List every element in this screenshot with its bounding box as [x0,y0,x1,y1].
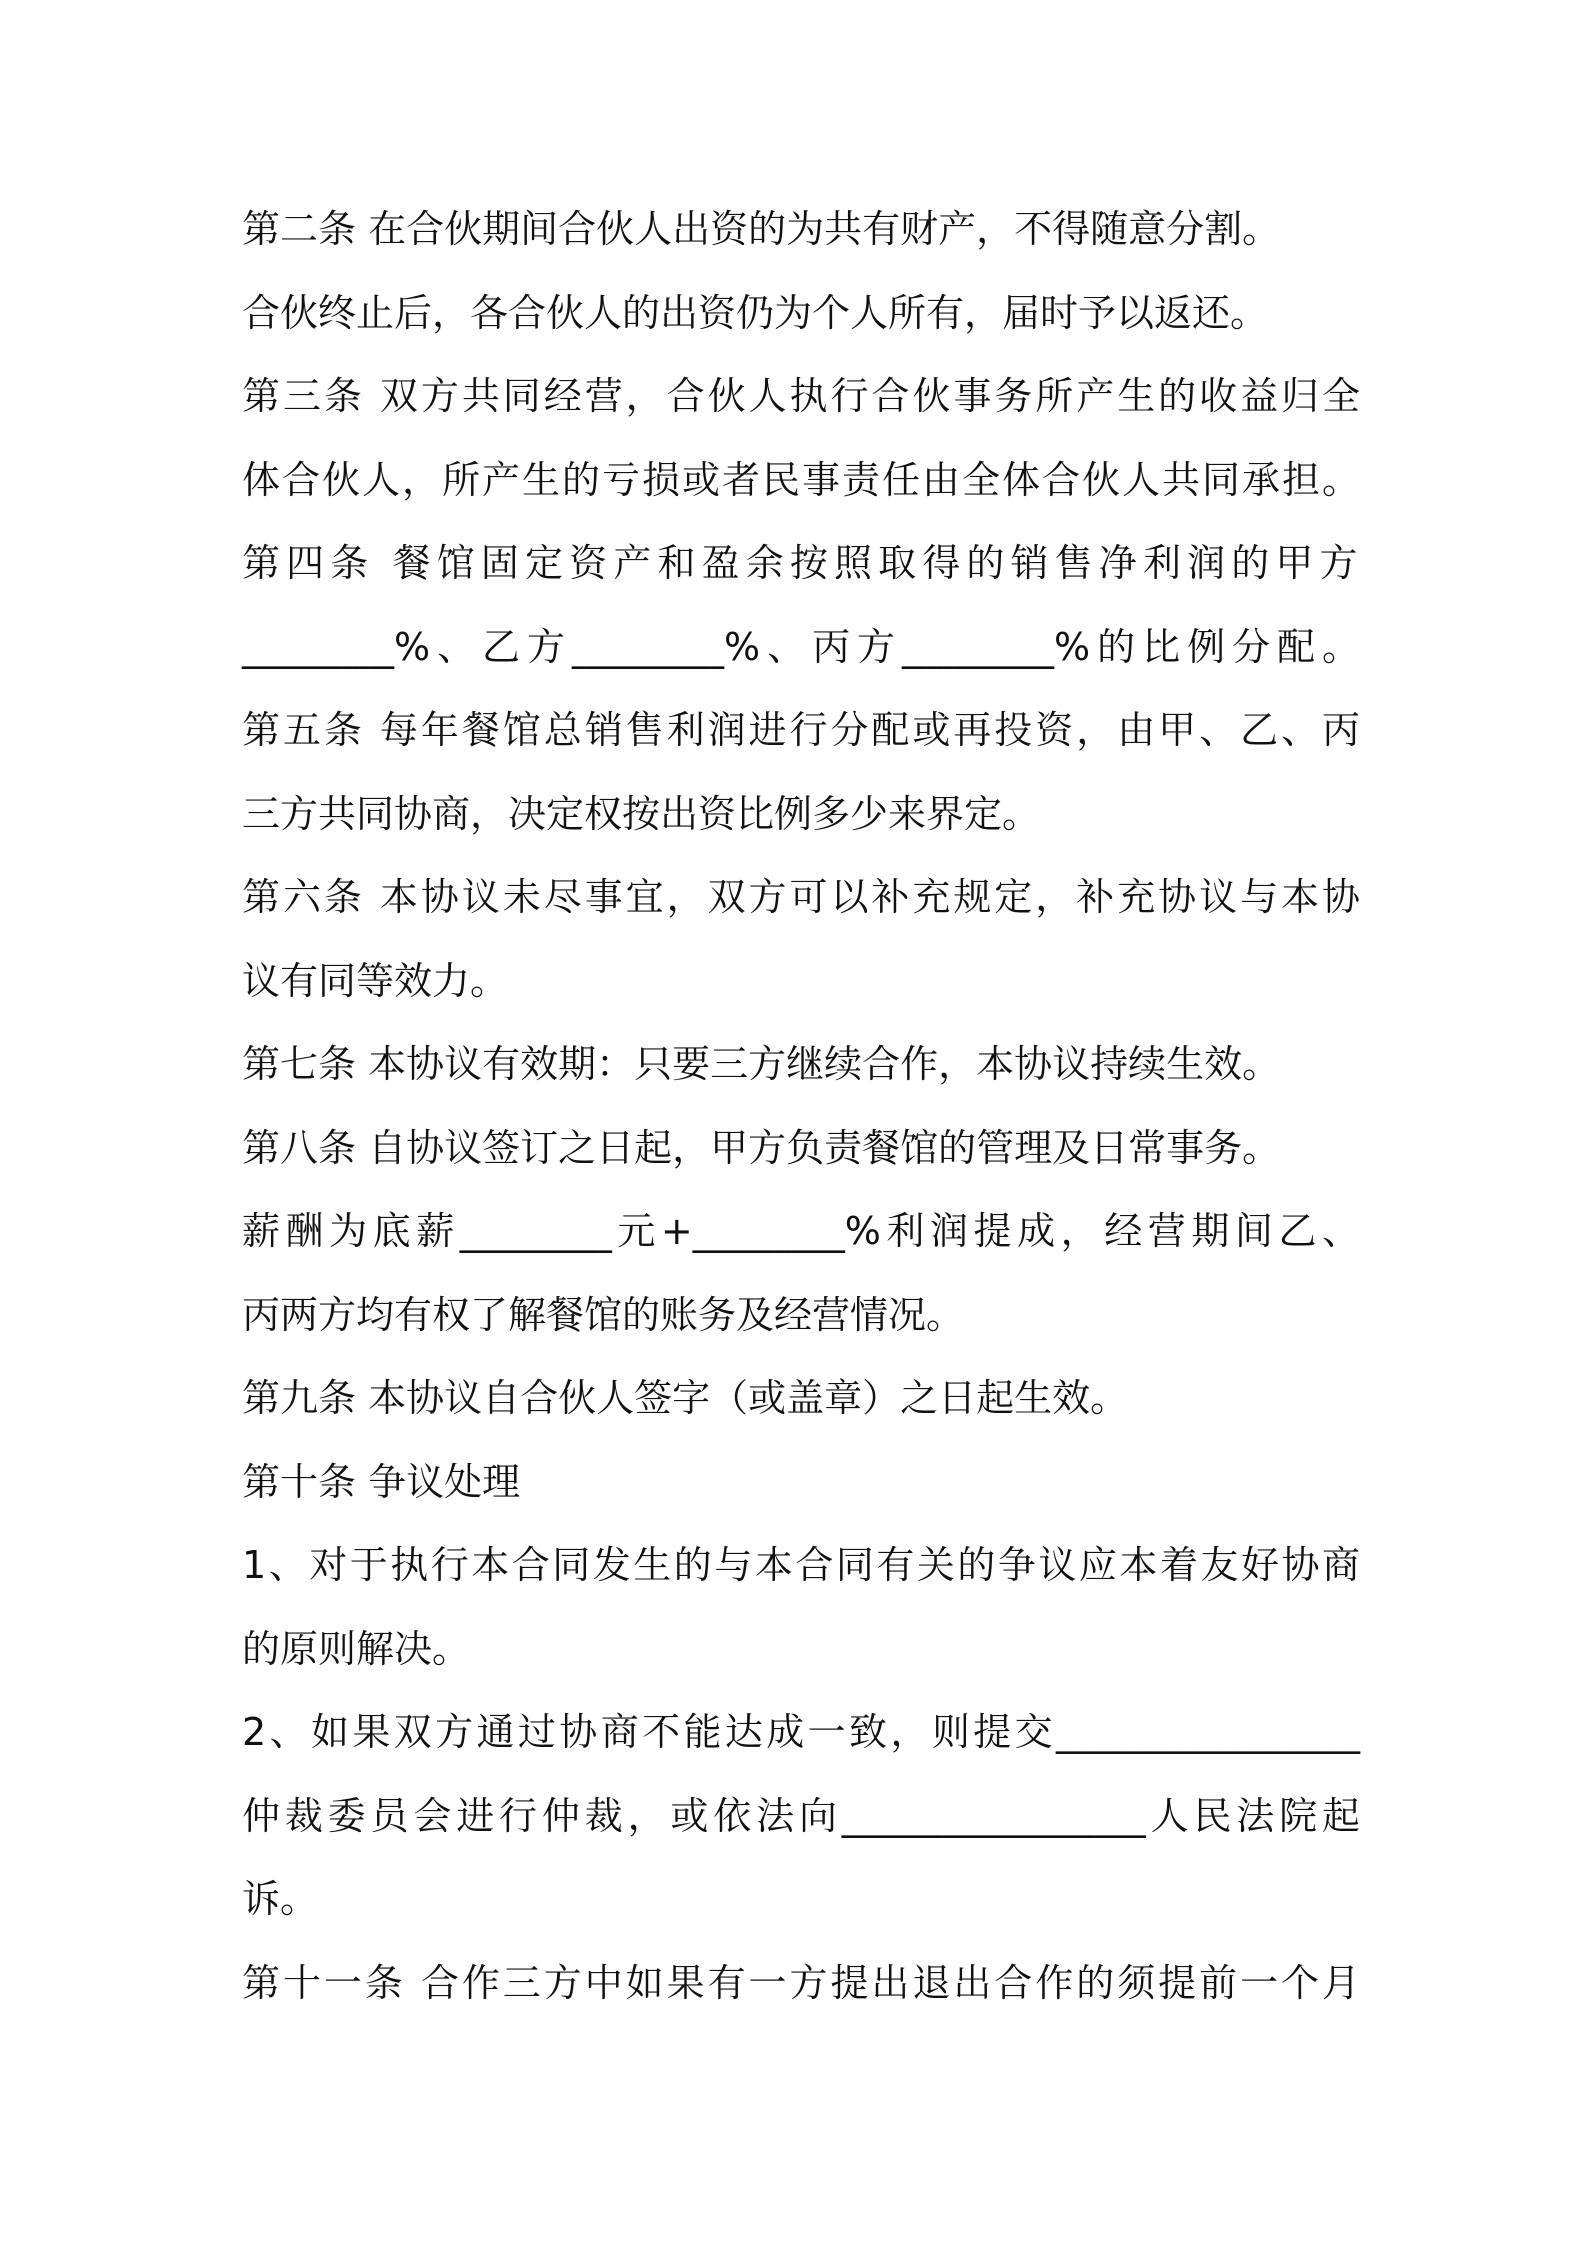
text-line-clause-9: 第九条 本协议自合伙人签字（或盖章）之日起生效。 [242,1376,1129,1420]
text-line-clause-10-item-2-cont2: 诉。 [242,1877,319,1921]
document-body [242,188,1360,2025]
text-line-clause-3-cont: 体合伙人，所产生的亏损或者民事责任由全体合伙人共同承担。 [242,457,1360,502]
text-line-clause-5-cont: 三方共同协商，决定权按出资比例多少来界定。 [242,791,1041,836]
text-line-clause-8: 第八条 自协议签订之日起，甲方负责餐馆的管理及日常事务。 [242,1125,1281,1170]
text-line-clause-10-item-2-cont: 仲裁委员会进行仲裁，或依法向________________人民法院起 [242,1793,1360,1838]
text-line-clause-2: 第二条 在合伙期间合伙人出资的为共有财产，不得随意分割。 [242,207,1281,251]
text-line-clause-6: 第六条 本协议未尽事宜，双方可以补充规定，补充协议与本协 [242,875,1360,919]
text-line-clause-10-item-1: 1、对于执行本合同发生的与本合同有关的争议应本着友好协商 [242,1543,1360,1587]
text-line-clause-4: 第四条 餐馆固定资产和盈余按照取得的销售净利润的甲方 [242,541,1360,585]
text-line-clause-10-item-1-cont: 的原则解决。 [242,1626,471,1671]
text-line-clause-6-cont: 议有同等效力。 [242,958,509,1003]
text-line-clause-5: 第五条 每年餐馆总销售利润进行分配或再投资，由甲、乙、丙 [242,708,1360,752]
text-line-clause-11: 第十一条 合作三方中如果有一方提出退出合作的须提前一个月 [242,1960,1360,2005]
text-line-clause-3: 第三条 双方共同经营，合伙人执行合伙事务所产生的收益归全 [242,374,1360,418]
text-line-clause-10-item-2: 2、如果双方通过协商不能达成一致，则提交________________ [242,1710,1360,1754]
text-line-clause-7: 第七条 本协议有效期：只要三方继续合作，本协议持续生效。 [242,1042,1281,1086]
text-line-clause-10: 第十条 争议处理 [242,1459,521,1504]
text-line-clause-4-cont: ________%、乙方________%、丙方________%的比例分配。 [242,624,1360,669]
text-line-clause-8-cont2: 丙两方均有权了解餐馆的账务及经营情况。 [242,1292,965,1337]
text-line-clause-2-cont: 合伙终止后，各合伙人的出资仍为个人所有，届时予以返还。 [242,290,1269,335]
text-line-clause-8-cont: 薪酬为底薪________元+________%利润提成，经营期间乙、 [242,1209,1360,1253]
